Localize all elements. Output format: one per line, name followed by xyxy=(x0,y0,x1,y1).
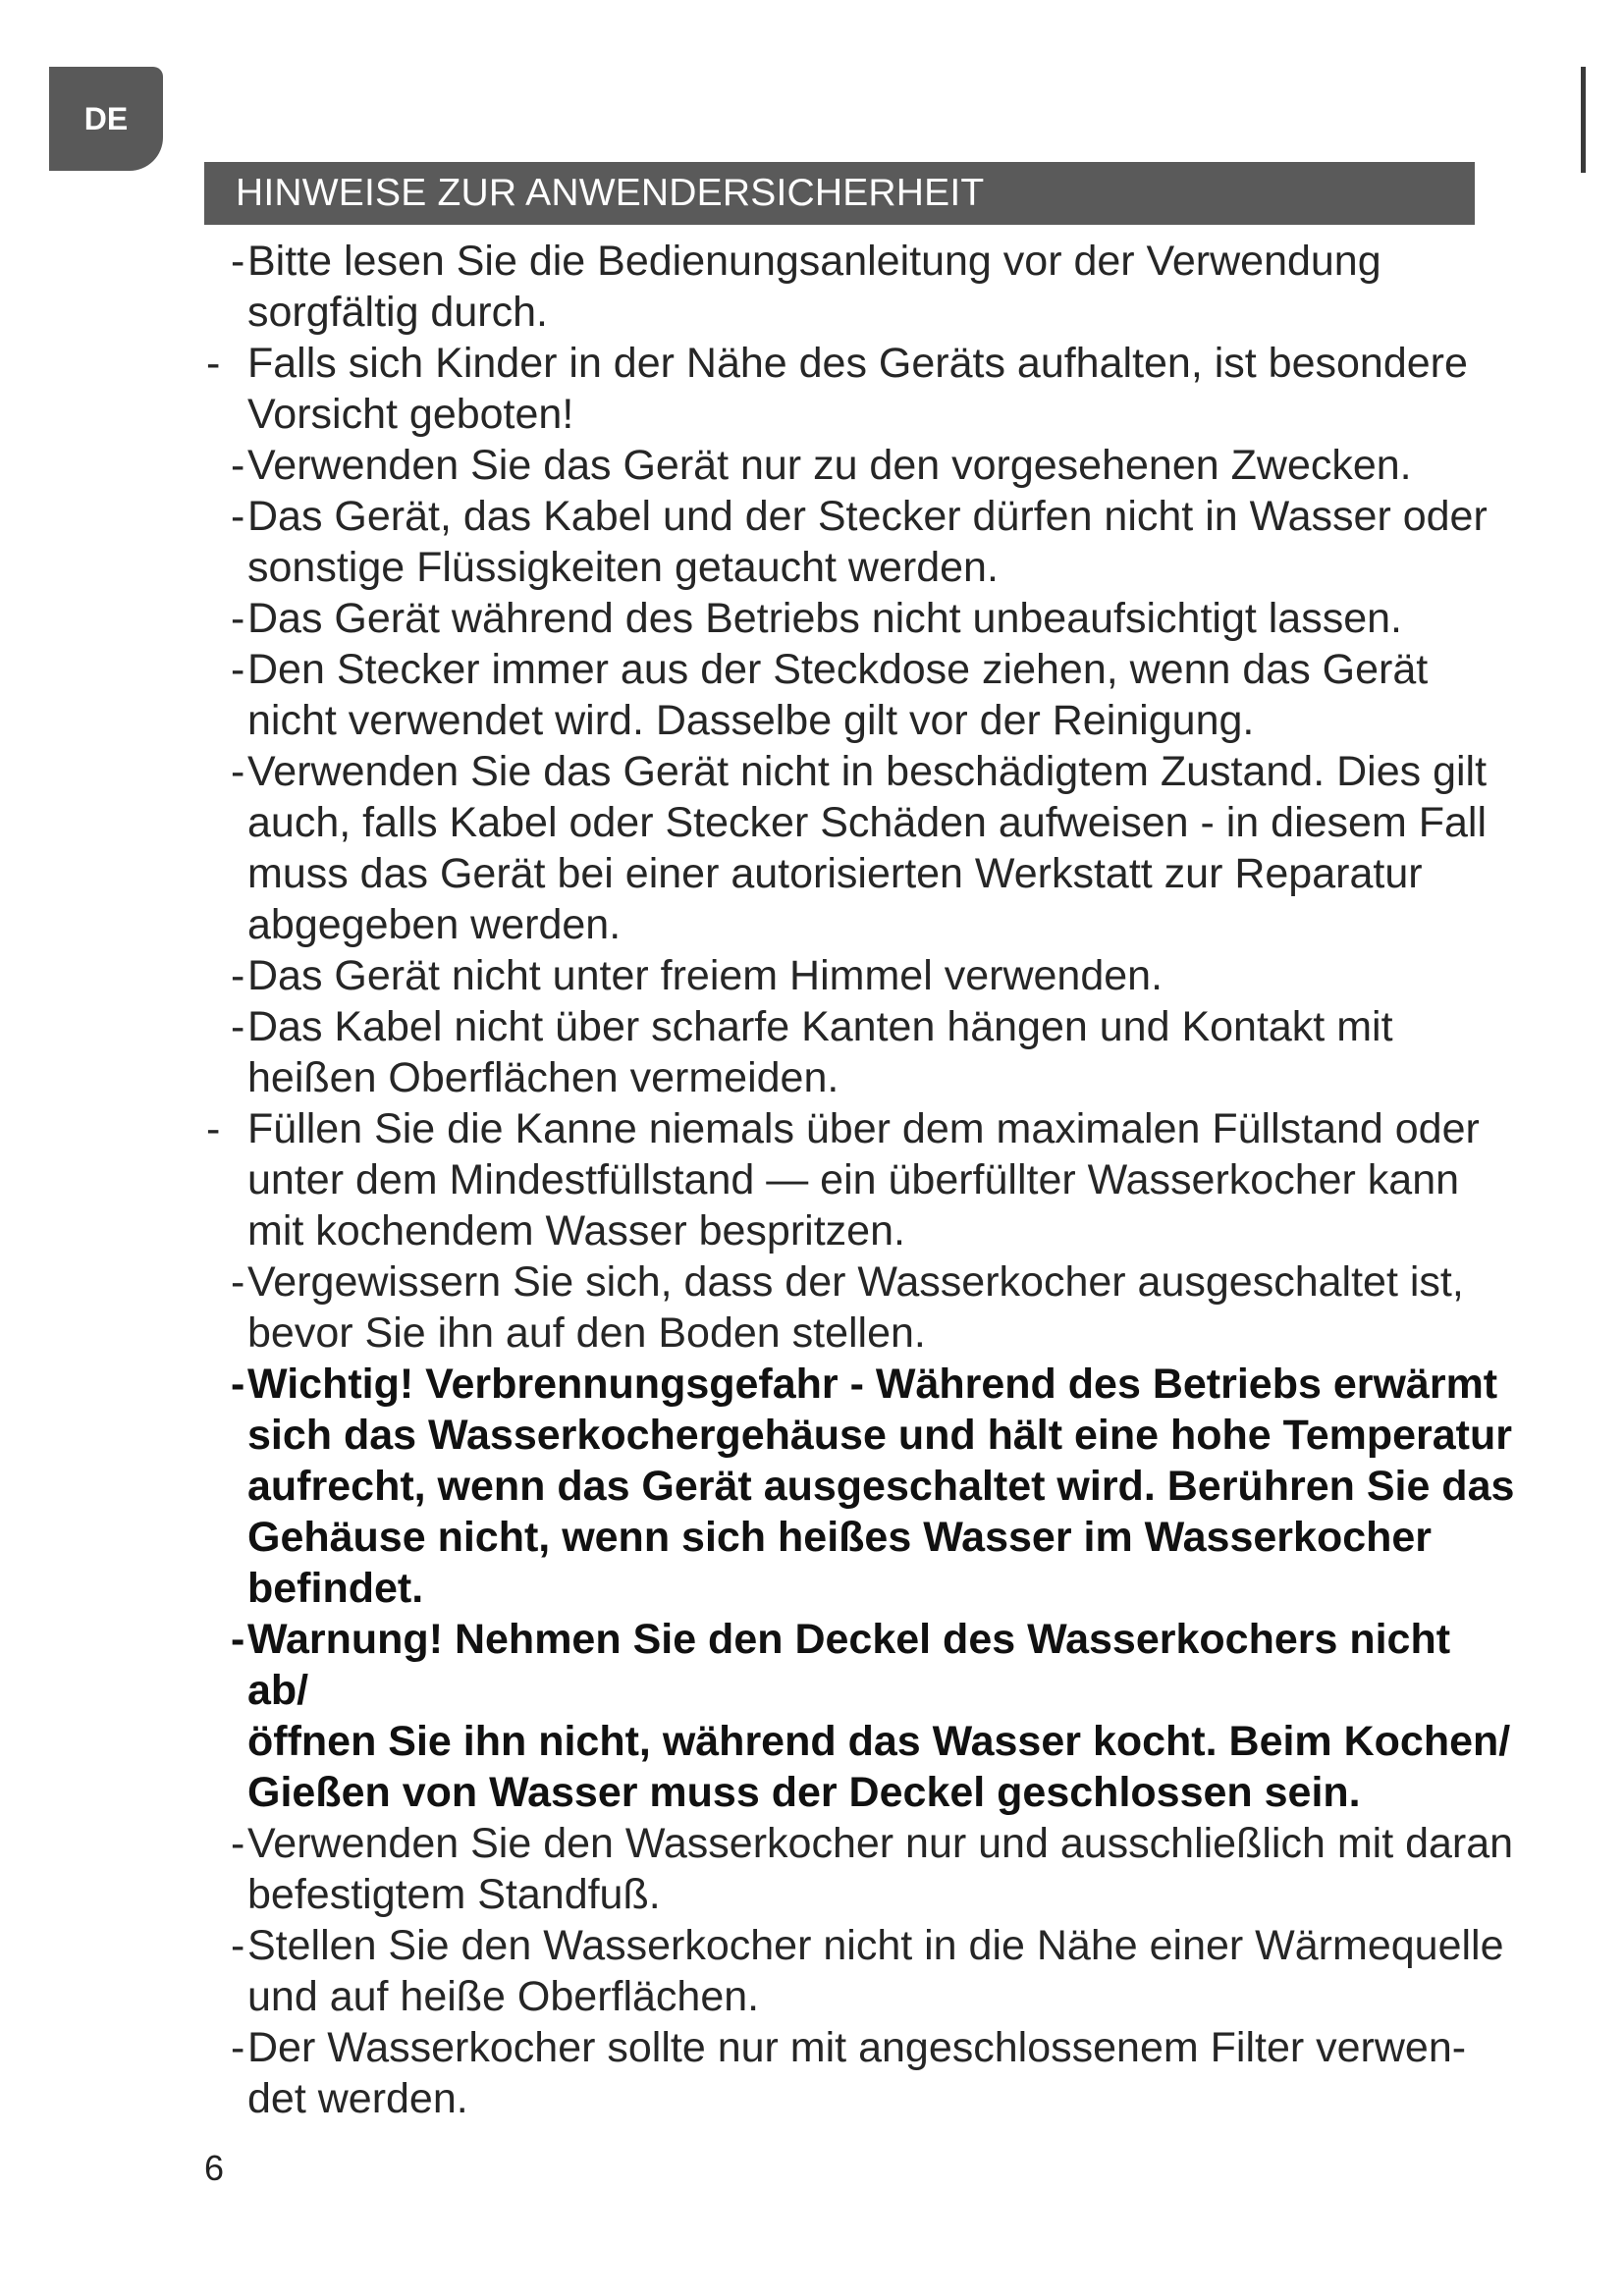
list-item: - Das Gerät während des Betriebs nicht unbeaufsichtigt lassen. xyxy=(231,595,1402,642)
bullet-dash: - xyxy=(231,1003,245,1050)
bullet-dash: - xyxy=(231,1616,245,1663)
list-item: - Verwenden Sie das Gerät nicht in beschädigtem Zustand. Dies gilt auch, falls Kabel oder Stecker Schäden aufweisen - in diesem Fall muss das Gerät bei einer autorisierten Werkstatt zur Reparatur abgegeben werden. xyxy=(231,748,1488,948)
bullet-dash: - xyxy=(231,238,245,285)
bullet-dash: - xyxy=(231,493,245,540)
bullet-dash: - xyxy=(206,1105,221,1152)
bullet-dash: - xyxy=(231,595,245,642)
list-item: - Das Kabel nicht über scharfe Kanten hängen und Kontakt mit heißen Oberflächen vermeiden. xyxy=(231,1003,1393,1101)
list-item: - Stellen Sie den Wasserkocher nicht in die Nähe einer Wärmequelle und auf heiße Oberflächen. xyxy=(231,1922,1504,2020)
list-item: - Das Gerät, das Kabel und der Stecker dürfen nicht in Wasser oder sonstige Flüssigkeiten getaucht werden. xyxy=(231,493,1488,591)
bullet-dash: - xyxy=(231,1820,245,1867)
bullet-dash: - xyxy=(231,1258,245,1306)
bullet-dash: - xyxy=(231,2024,245,2071)
corner-crop-mark xyxy=(1581,67,1586,173)
list-item: - Bitte lesen Sie die Bedienungsanleitung vor der Verwendung sorgfältig durch. xyxy=(231,238,1381,336)
page-number: 6 xyxy=(204,2148,225,2188)
list-item-warning: - Warnung! Nehmen Sie den Deckel des Wasserkochers nicht ab/ öffnen Sie ihn nicht, während das Wasser kocht. Beim Kochen/ Gießen von Wasser muss der Deckel geschlossen sein. xyxy=(231,1616,1511,1816)
list-item: - Das Gerät nicht unter freiem Himmel verwenden. xyxy=(231,952,1164,999)
section-header: HINWEISE ZUR ANWENDERSICHERHEIT xyxy=(204,162,1475,225)
list-item: - Verwenden Sie das Gerät nur zu den vorgesehenen Zwecken. xyxy=(231,442,1412,489)
bullet-dash: - xyxy=(231,646,245,693)
bullet-dash: - xyxy=(231,1922,245,1969)
list-item: - Falls sich Kinder in der Nähe des Geräts aufhalten, ist besondere Vorsicht geboten! xyxy=(206,340,1468,438)
bullet-dash: - xyxy=(231,442,245,489)
list-item-warning: - Wichtig! Verbrennungsgefahr - Während des Betriebs erwärmt sich das Wasserkochergehäuse und hält eine hohe Temperatur aufrecht, wenn das Gerät ausgeschaltet wird. Berühren Sie das Gehäuse nicht, wenn sich heißes Wasser im Wasserkocher befindet. xyxy=(231,1361,1515,1612)
safety-instructions-list xyxy=(204,236,1520,2124)
bullet-dash: - xyxy=(231,952,245,999)
list-item: - Verwenden Sie den Wasserkocher nur und ausschließlich mit daran befestigtem Standfuß. xyxy=(231,1820,1514,1918)
language-tab: DE xyxy=(49,67,163,171)
list-item: - Der Wasserkocher sollte nur mit angeschlossenem Filter verwen- det werden. xyxy=(231,2024,1467,2122)
bullet-dash: - xyxy=(231,1361,245,1408)
list-item: - Den Stecker immer aus der Steckdose ziehen, wenn das Gerät nicht verwendet wird. Dasselbe gilt vor der Reinigung. xyxy=(231,646,1429,744)
bullet-dash: - xyxy=(206,340,221,387)
list-item: - Füllen Sie die Kanne niemals über dem maximalen Füllstand oder unter dem Mindestfüllstand — ein überfüllter Wasserkocher kann mit kochendem Wasser bespritzen. xyxy=(206,1105,1480,1255)
list-item: - Vergewissern Sie sich, dass der Wasserkocher ausgeschaltet ist, bevor Sie ihn auf den Boden stellen. xyxy=(231,1258,1464,1357)
bullet-dash: - xyxy=(231,748,245,795)
